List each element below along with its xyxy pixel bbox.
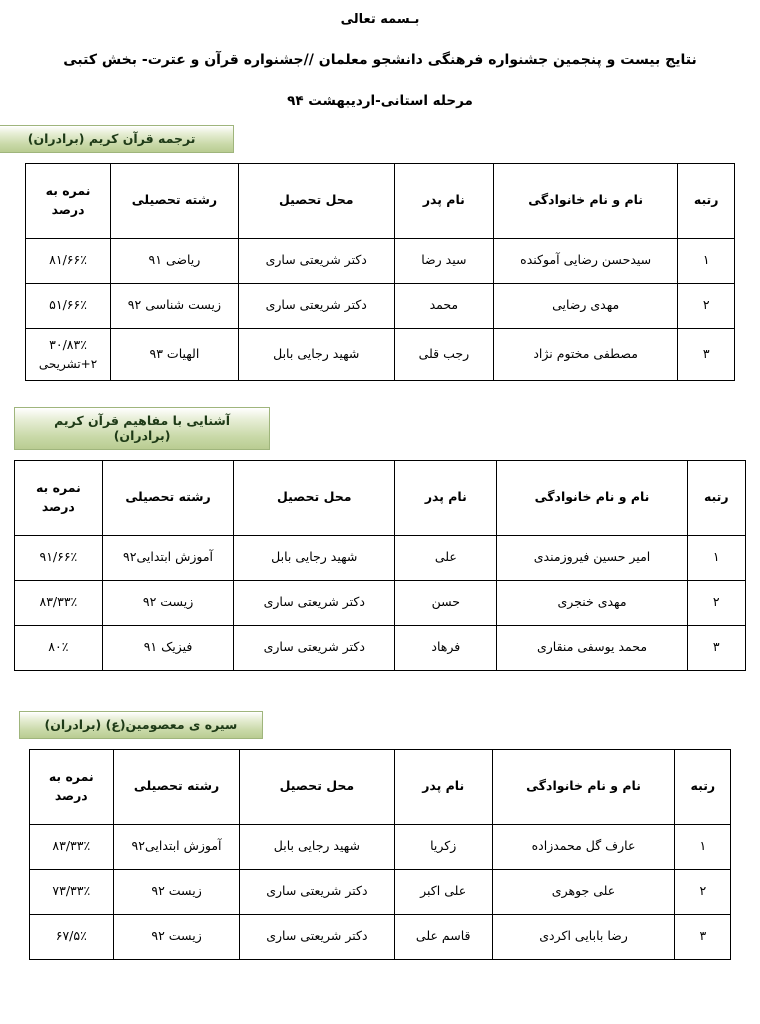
- cell-father: رجب قلی: [394, 328, 493, 380]
- cell-field: الهیات ۹۳: [111, 328, 239, 380]
- column-header-field: رشته تحصیلی: [111, 163, 239, 238]
- results-table: [14, 460, 746, 671]
- table-row: [29, 869, 731, 914]
- cell-rank: ۳: [678, 328, 735, 380]
- column-header-score: نمره به درصد: [15, 460, 103, 535]
- cell-place: دکتر شریعتی ساری: [238, 283, 394, 328]
- cell-name: عارف گل محمدزاده: [492, 824, 674, 869]
- cell-field: زیست ۹۲: [102, 580, 234, 625]
- cell-father: علی: [395, 535, 497, 580]
- cell-place: دکتر شریعتی ساری: [240, 914, 394, 959]
- cell-father: زکریا: [394, 824, 492, 869]
- cell-rank: ۱: [678, 238, 735, 283]
- cell-place: دکتر شریعتی ساری: [238, 238, 394, 283]
- cell-rank: ۳: [687, 625, 745, 670]
- cell-rank: ۲: [687, 580, 745, 625]
- column-header-name: نام و نام خانوادگی: [493, 163, 677, 238]
- section-title-wrap: [14, 407, 746, 450]
- section-seerah-masoomin: [14, 711, 746, 960]
- column-header-place: محل تحصیل: [240, 749, 394, 824]
- cell-place: دکتر شریعتی ساری: [240, 869, 394, 914]
- cell-place: شهید رجایی بابل: [234, 535, 395, 580]
- section-quran-concepts: [14, 407, 746, 671]
- cell-father: فرهاد: [395, 625, 497, 670]
- cell-name: مهدی خنجری: [497, 580, 687, 625]
- column-header-rank: رتبه: [678, 163, 735, 238]
- cell-rank: ۲: [675, 869, 731, 914]
- cell-place: دکتر شریعتی ساری: [234, 625, 395, 670]
- cell-father: محمد: [394, 283, 493, 328]
- cell-name: امیر حسین فیروزمندی: [497, 535, 687, 580]
- column-header-field: رشته تحصیلی: [102, 460, 234, 535]
- cell-father: علی اکبر: [394, 869, 492, 914]
- table-row: [29, 914, 731, 959]
- section-title-badge: آشنایی با مفاهیم قرآن کریم (برادران): [14, 407, 270, 450]
- cell-name: محمد یوسفی منقاری: [497, 625, 687, 670]
- cell-field: زیست ۹۲: [113, 869, 239, 914]
- section-translation-quran: [14, 125, 746, 381]
- cell-score: [26, 283, 111, 328]
- cell-score: [26, 238, 111, 283]
- header-line-basmala: بـسمه تعالی: [340, 12, 420, 27]
- score-value: ۵۱/۶۶٪: [49, 297, 87, 313]
- column-header-place: محل تحصیل: [238, 163, 394, 238]
- cell-score: ۸۳/۳۳٪: [15, 580, 103, 625]
- cell-score: ۶۷/۵٪: [29, 914, 113, 959]
- cell-rank: ۱: [675, 824, 731, 869]
- results-table: [29, 749, 732, 960]
- column-header-field: رشته تحصیلی: [113, 749, 239, 824]
- column-header-score: نمره به درصد: [26, 163, 111, 238]
- cell-score: ۸۰٪: [15, 625, 103, 670]
- section-title-wrap: [14, 125, 746, 153]
- cell-father: سید رضا: [394, 238, 493, 283]
- column-header-name: نام و نام خانوادگی: [492, 749, 674, 824]
- results-table: [25, 163, 735, 381]
- cell-score: ۹۱/۶۶٪: [15, 535, 103, 580]
- cell-rank: ۱: [687, 535, 745, 580]
- section-title-badge: ترجمه قرآن کریم (برادران): [0, 125, 234, 153]
- table-row: [15, 625, 746, 670]
- cell-rank: ۳: [675, 914, 731, 959]
- cell-name: علی جوهری: [492, 869, 674, 914]
- cell-name: رضا بابایی اکردی: [492, 914, 674, 959]
- cell-field: آموزش ابتدایی۹۲: [102, 535, 234, 580]
- table-row: [26, 283, 735, 328]
- cell-father: قاسم علی: [394, 914, 492, 959]
- table-row: [29, 824, 731, 869]
- score-value: ۳۰/۸۳٪: [49, 336, 87, 352]
- header-line-title: نتایج بیست و پنجمین جشنواره فرهنگی دانشجو معلمان //جشنواره قرآن و عترت- بخش کتبی: [63, 51, 697, 68]
- header-line-stage: مرحله استانی-اردیبهشت ۹۴: [287, 92, 473, 109]
- cell-rank: ۲: [678, 283, 735, 328]
- column-header-rank: رتبه: [687, 460, 745, 535]
- section-title-wrap: [14, 711, 746, 739]
- document-header: [14, 10, 746, 111]
- column-header-rank: رتبه: [675, 749, 731, 824]
- table-header-row: [29, 749, 731, 824]
- cell-score: ۸۳/۳۳٪: [29, 824, 113, 869]
- column-header-name: نام و نام خانوادگی: [497, 460, 687, 535]
- column-header-score: نمره به درصد: [29, 749, 113, 824]
- cell-place: دکتر شریعتی ساری: [234, 580, 395, 625]
- cell-score: ۷۳/۳۳٪: [29, 869, 113, 914]
- cell-score: [26, 328, 111, 380]
- section-title-badge: سیره ی معصومین(ع) (برادران): [19, 711, 263, 739]
- cell-field: ریاضی ۹۱: [111, 238, 239, 283]
- cell-name: مهدی رضایی: [493, 283, 677, 328]
- table-header-row: [26, 163, 735, 238]
- column-header-place: محل تحصیل: [234, 460, 395, 535]
- cell-field: فیزیک ۹۱: [102, 625, 234, 670]
- cell-place: شهید رجایی بابل: [238, 328, 394, 380]
- table-row: [15, 580, 746, 625]
- table-row: [26, 328, 735, 380]
- cell-field: آموزش ابتدایی۹۲: [113, 824, 239, 869]
- table-header-row: [15, 460, 746, 535]
- cell-father: حسن: [395, 580, 497, 625]
- column-header-father: نام پدر: [395, 460, 497, 535]
- table-row: [26, 238, 735, 283]
- cell-name: مصطفی مختوم نژاد: [493, 328, 677, 380]
- column-header-father: نام پدر: [394, 749, 492, 824]
- cell-name: سیدحسن رضایی آموکنده: [493, 238, 677, 283]
- score-value: ۸۱/۶۶٪: [49, 252, 87, 268]
- cell-field: زیست ۹۲: [113, 914, 239, 959]
- score-extra: ۲+تشریحی: [38, 356, 98, 371]
- column-header-father: نام پدر: [394, 163, 493, 238]
- cell-field: زیست شناسی ۹۲: [111, 283, 239, 328]
- cell-place: شهید رجایی بابل: [240, 824, 394, 869]
- table-row: [15, 535, 746, 580]
